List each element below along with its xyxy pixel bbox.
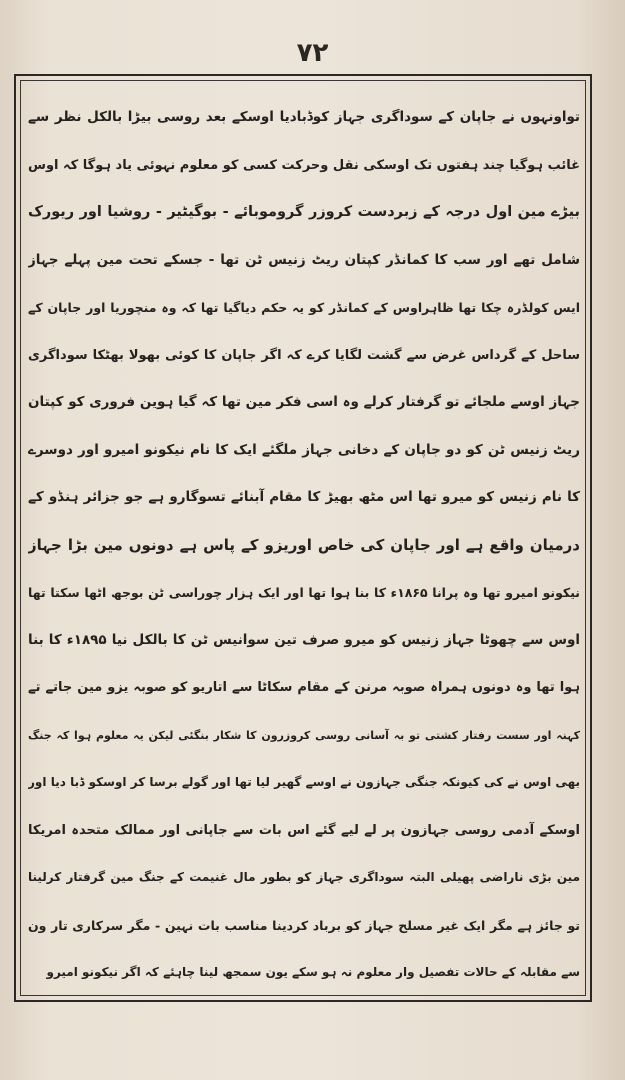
body-text (28, 94, 580, 997)
page-number: ٧٢ (296, 38, 329, 68)
text-line: درمیان واقع ہے اور جاپان کی خاص اوریزو کے پاس ہے دونوں مین بڑا جہاز (28, 535, 580, 554)
text-line: نیکونو امیرو تھا وہ پرانا ۱۸۶۵ء کا بنا ہوا تھا اور ایک ہزار چوراسی ٹن بوجھ اٹھا سکتا تھا (28, 585, 580, 600)
text-line: کا نام زنیس کو میرو تھا اس مٹھ بھیڑ کا مقام آبنائے تسوگارو ہے جو جزائر ہنڈو کے (28, 489, 580, 505)
text-line: کہنہ اور سست رفتار کشتی تو بہ آسانی روسی کروزرون کا شکار بنگئی لیکن یہ معلوم ہوا کہ جنگ (28, 728, 580, 742)
text-line: تو جائز ہے مگر ایک غیر مسلح جہاز کو برباد کردینا مناسب بات نہین - مگر سرکاری تار ون (28, 917, 580, 933)
text-line: ریٹ زنیس ٹن کو دو جاپان کے دخانی جہاز ملگئے ایک کا نام نیکونو امیرو اور دوسرے (28, 441, 580, 458)
text-line: جہاز اوسے ملجائے تو گرفتار کرلے وہ اسی فکر مین تھا کہ گیا ہوین فروری کو کپتان (28, 394, 580, 410)
text-line: اوسکے آدمی روسی جہازون پر لے لیے گئے اس بات سے جاپانی اور ممالک متحدہ امریکا (28, 822, 580, 838)
text-line: تواونہوں نے جاپان کے سوداگری جہاز کوڈبادیا اوسکے بعد روسی بیڑا بالکل نظر سے (28, 109, 580, 125)
text-line: ہوا تھا وہ دونوں ہمراہ صوبہ مرنن کے مقام سکاٹا سے اتاریو کو صوبہ یزو مین جاتے تے (28, 680, 580, 695)
text-line: ایس کولڈرہ چکا تھا ظاہراوس کے کمانڈر کو یہ حکم دیاگیا تھا کہ وہ منچوریا اور جاپان کے (28, 300, 580, 315)
text-line: بیڑے مین اول درجہ کے زبردست کروزر گروموبائے - بوگیٹیر - روشیا اور ریورک (28, 204, 580, 220)
text-line: شامل تھے اور سب کا کمانڈر کپتان ریٹ زنیس ٹن تھا - جسکے تحت مین پہلے جہاز (28, 251, 580, 268)
text-line: ساحل کے گرداس غرض سے گشت لگایا کرے کہ اگر جاپان کا کوئی بھولا بھٹکا سوداگری (28, 347, 580, 363)
text-line: سے مقابلہ کے حالات تفصیل وار معلوم نہ ہو سکے یون سمجھ لینا چاہئے کہ اگر نیکونو امیرو (46, 965, 580, 979)
text-line: بھی اوس نے کی کیونکہ جنگی جہازون نے اوسے گھیر لیا تھا اور گولے برسا کر اوسکو ڈبا دیا اور (28, 775, 580, 789)
text-line: اوس سے چھوٹا جہاز زنیس کو میرو صرف تین سوانیس ٹن کا بالکل نیا ۱۸۹۵ء کا بنا (28, 631, 580, 648)
text-line: مین بڑی ناراضی پھیلی البتہ سوداگری جہاز کو بطور مال غنیمت کے جنگ مین گرفتار کرلینا (28, 870, 580, 884)
text-line: غائب ہوگیا چند ہفتوں تک اوسکی نقل وحرکت کسی کو معلوم نہوئی یاد ہوگا کہ اوس (28, 157, 580, 173)
